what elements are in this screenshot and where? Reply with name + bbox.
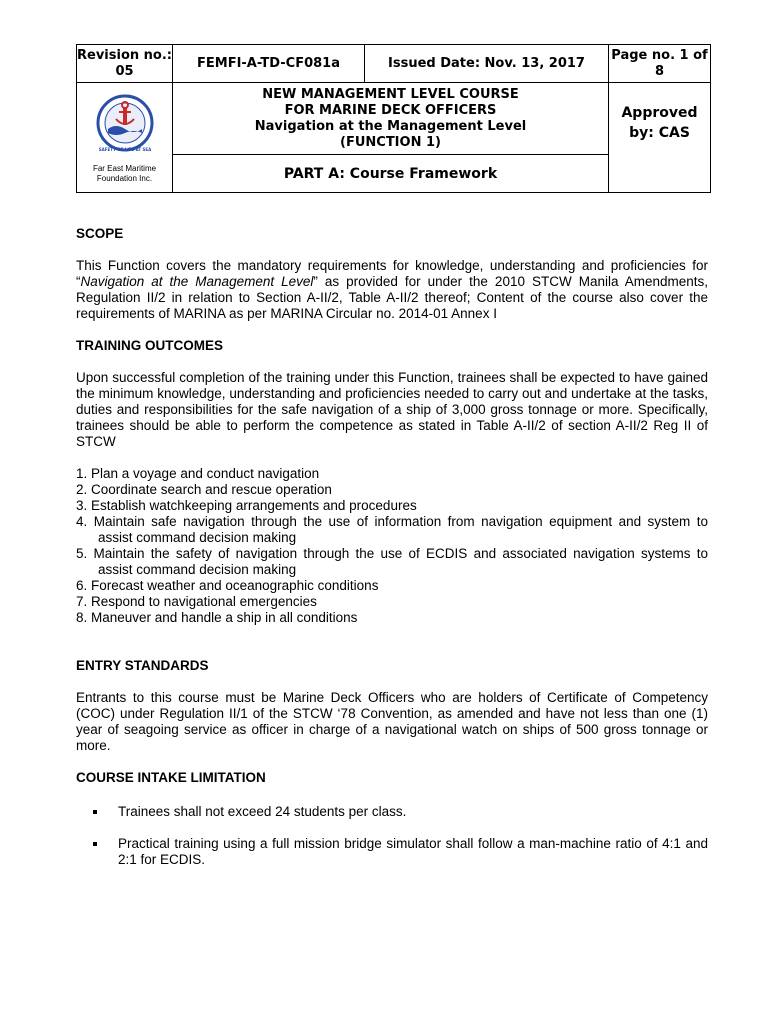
list-item: 1. Plan a voyage and conduct navigation (76, 466, 320, 481)
list-item: Trainees shall not exceed 24 students per class. (76, 804, 708, 820)
course-title-cell (173, 83, 609, 155)
course-title-line-1: NEW MANAGEMENT LEVEL COURSE (262, 86, 519, 102)
org-name-line-1: Far East Maritime (92, 164, 157, 173)
entry-standards-paragraph: Entrants to this course must be Marine Deck Officers who are holders of Certificate of Competency (COC) under Regulation II/1 of the STCW ‘78 Convention, as amended and have not less than one (1) year of seagoing service as officer in charge of a navigational watch on ships of 500 gross tonnage or more. (76, 690, 708, 753)
logo-cell (77, 83, 173, 193)
scope-text-1: This Function covers the mandatory requirements for knowledge, understanding and proficiencies for “ (76, 258, 708, 289)
org-name (77, 164, 172, 184)
scope-heading: SCOPE (76, 226, 124, 241)
page-number-cell: Page no. 1 of 8 (609, 45, 711, 83)
org-name-line-2: Foundation Inc. (96, 174, 153, 183)
list-item: 7. Respond to navigational emergencies (76, 594, 317, 609)
training-outcomes-heading: TRAINING OUTCOMES (76, 338, 223, 353)
part-title-cell: PART A: Course Framework (173, 155, 609, 193)
scope-text-italic: Navigation at the Management Level (80, 274, 314, 289)
list-item: 2. Coordinate search and rescue operation (76, 482, 332, 497)
list-item: 4. Maintain safe navigation through the use of information from navigation equipment and system to assist command decision making (76, 514, 708, 545)
svg-text:SAFETY OF LIFE AT SEA: SAFETY OF LIFE AT SEA (98, 147, 151, 152)
issued-date-cell: Issued Date: Nov. 13, 2017 (365, 45, 609, 83)
intake-bullet-list (76, 804, 708, 868)
list-item: 6. Forecast weather and oceanographic conditions (76, 578, 379, 593)
femfi-logo (94, 89, 156, 157)
course-intake-heading: COURSE INTAKE LIMITATION (76, 770, 266, 785)
document-header-table (76, 44, 711, 193)
list-item: 5. Maintain the safety of navigation through the use of ECDIS and associated navigation systems to assist command decision making (76, 546, 708, 577)
doc-code-cell: FEMFI-A-TD-CF081a (173, 45, 365, 83)
list-item: 3. Establish watchkeeping arrangements and procedures (76, 498, 417, 513)
entry-standards-heading: ENTRY STANDARDS (76, 658, 209, 673)
scope-paragraph (76, 258, 708, 322)
course-title-line-3: Navigation at the Management Level (254, 118, 527, 134)
course-title-line-4: (FUNCTION 1) (340, 134, 441, 150)
list-item: 8. Maneuver and handle a ship in all conditions (76, 610, 358, 625)
course-title-line-2: FOR MARINE DECK OFFICERS (284, 102, 497, 118)
revision-cell: Revision no.: 05 (77, 45, 173, 83)
scope-text-2: ” as provided for under the 2010 STCW Manila Amendments, Regulation II/2 in relation to Section A-II/2, Table A-II/2 thereof; Content of the course also cover the requirements of MARINA as per MARINA Circular no. 2014-01 Annex I (76, 274, 709, 321)
approved-cell: Approved by: CAS (609, 83, 711, 193)
document-body (76, 226, 708, 868)
list-item: Practical training using a full mission bridge simulator shall follow a man-machine ratio of 4:1 and 2:1 for ECDIS. (76, 836, 708, 868)
training-outcomes-paragraph: Upon successful completion of the training under this Function, trainees shall be expected to have gained the minimum knowledge, understanding and proficiencies needed to carry out and undertake at the tasks, duties and responsibilities for the safe navigation of a ship of 3,000 gross tonnage or more. Specifically, trainees should be able to perform the competence as stated in Table A-II/2 of section A-II/2 Reg II of STCW (76, 370, 708, 449)
outcomes-list (76, 466, 708, 626)
